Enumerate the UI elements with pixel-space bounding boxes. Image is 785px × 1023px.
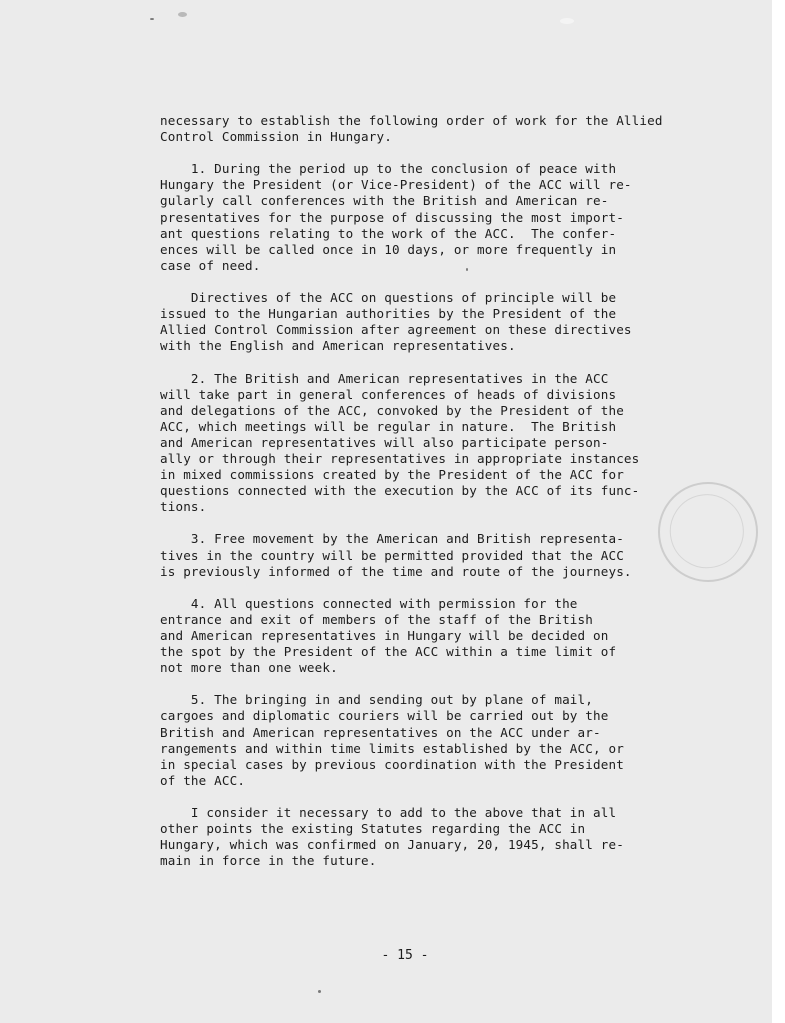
text-line: ences will be called once in 10 days, or more frequently in: [160, 241, 617, 257]
paragraph-point-2: [160, 371, 680, 516]
text-line: British and American representatives on the ACC under ar-: [160, 724, 601, 740]
text-line: entrance and exit of members of the staff of the British: [160, 611, 593, 627]
paragraph-point-3: [160, 531, 680, 579]
text-line: issued to the Hungarian authorities by the President of the: [160, 306, 617, 322]
text-line: Hungary, which was confirmed on January, 20, 1945, shall re-: [160, 837, 624, 853]
text-line: Directives of the ACC on questions of principle will be: [160, 290, 617, 306]
text-line: with the English and American representatives.: [160, 338, 516, 354]
text-line: rangements and within time limits established by the ACC, or: [160, 740, 624, 756]
text-line: is previously informed of the time and route of the journeys.: [160, 563, 632, 579]
text-line: in special cases by previous coordination with the President: [160, 756, 624, 772]
text-line: ally or through their representatives in appropriate instances: [160, 450, 640, 466]
text-line: and American representatives will also participate person-: [160, 434, 609, 450]
text-line: will take part in general conferences of heads of divisions: [160, 386, 617, 402]
text-line: not more than one week.: [160, 660, 338, 676]
text-line: tions.: [160, 499, 207, 515]
paragraph-point-4: [160, 596, 680, 676]
text-line: Hungary the President (or Vice-President) of the ACC will re-: [160, 177, 632, 193]
paragraph-directives: [160, 290, 680, 354]
page-number: - 15 -: [381, 948, 429, 963]
text-line: main in force in the future.: [160, 853, 377, 869]
scan-speck: [178, 12, 187, 17]
scan-speck: [318, 990, 321, 993]
text-line: questions connected with the execution by the ACC of its func-: [160, 483, 640, 499]
text-line: cargoes and diplomatic couriers will be carried out by the: [160, 708, 609, 724]
paragraph-point-5: [160, 692, 680, 789]
text-line: presentatives for the purpose of discussing the most import-: [160, 209, 624, 225]
paragraph-point-1: [160, 161, 680, 274]
letter-body: [160, 113, 680, 869]
scan-speck: [560, 18, 574, 24]
text-line: I consider it necessary to add to the above that in all: [160, 805, 617, 821]
text-line: ACC, which meetings will be regular in nature. The British: [160, 418, 617, 434]
text-line: ant questions relating to the work of the ACC. The confer-: [160, 225, 617, 241]
paragraph-intro: [160, 113, 680, 145]
text-line: 3. Free movement by the American and British representa-: [160, 531, 624, 547]
text-line: 5. The bringing in and sending out by plane of mail,: [160, 692, 593, 708]
text-line: necessary to establish the following order of work for the Allied: [160, 113, 663, 128]
text-line: Allied Control Commission after agreement on these directives: [160, 322, 632, 338]
text-line: the spot by the President of the ACC within a time limit of: [160, 644, 617, 660]
scan-margin: [772, 0, 785, 1023]
text-line: in mixed commissions created by the President of the ACC for: [160, 467, 624, 483]
text-line: 2. The British and American representatives in the ACC: [160, 370, 609, 386]
text-line: and American representatives in Hungary will be decided on: [160, 628, 609, 643]
text-line: of the ACC.: [160, 772, 246, 788]
text-line: and delegations of the ACC, convoked by the President of the: [160, 402, 624, 418]
text-line: case of need.: [160, 257, 261, 273]
text-line: Control Commission in Hungary.: [160, 129, 392, 145]
text-line: 4. All questions connected with permission for the: [160, 595, 578, 611]
scan-speck: [150, 18, 154, 20]
text-line: 1. During the period up to the conclusion of peace with: [160, 161, 617, 177]
text-line: tives in the country will be permitted provided that the ACC: [160, 547, 624, 563]
text-line: gularly call conferences with the British and American re-: [160, 193, 609, 209]
paragraph-closing: [160, 805, 680, 869]
text-line: other points the existing Statutes regarding the ACC in: [160, 821, 586, 837]
